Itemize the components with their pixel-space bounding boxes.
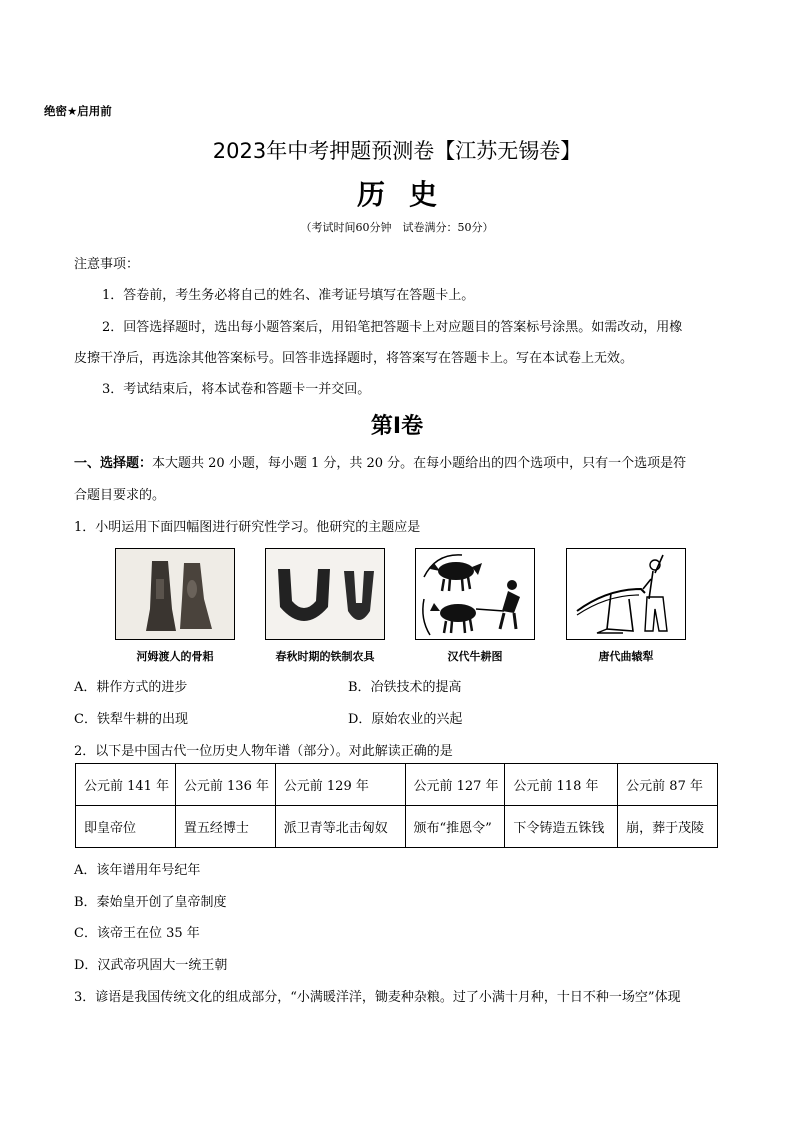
q2-option-d: D．汉武帝巩固大一统王朝 — [74, 958, 228, 973]
notice-heading: 注意事项： — [74, 257, 140, 272]
table-cell-year: 公元前 141 年 — [76, 764, 176, 806]
notice-item-2-line-2: 皮擦干净后，再选涂其他答案标号。回答非选择题时，将答案写在答题卡上。写在本试卷上无效。 — [74, 351, 634, 366]
question-2-stem: 2．以下是中国古代一位历史人物年谱（部分）。对此解读正确的是 — [74, 744, 453, 759]
q2-option-b: B．秦始皇开创了皇帝制度 — [74, 895, 227, 910]
notice-item-2-line-1: 2．回答选择题时，选出每小题答案后，用铅笔把答题卡上对应题目的答案标号涂黑。如需改动，用橡 — [102, 320, 683, 335]
question-3-stem: 3．谚语是我国传统文化的组成部分，“小满暖洋洋，锄麦种杂粮。过了小满十月种，十日不种一场空”体现 — [74, 990, 681, 1005]
part-one-instructions-line-1 — [74, 452, 686, 471]
exam-title: 2023年中考押题预测卷【江苏无锡卷】 — [212, 139, 582, 163]
section-title: 第Ⅰ卷 — [370, 414, 424, 439]
table-cell-event: 置五经博士 — [175, 806, 275, 848]
caption-ox-ploughing: 汉代牛耕图 — [447, 650, 503, 663]
part-one-text: 本大题共 20 小题，每小题 1 分，共 20 分。在每小题给出的四个选项中，只有一个选项是符 — [152, 456, 687, 471]
table-cell-year: 公元前 136 年 — [175, 764, 275, 806]
chronology-table — [75, 763, 718, 848]
q1-option-b: B．冶铁技术的提高 — [348, 680, 462, 695]
figure-iron-tools — [265, 548, 385, 640]
confidential-label: 绝密★启用前 — [44, 104, 112, 118]
caption-curved-plough: 唐代曲辕犁 — [598, 650, 654, 663]
table-cell-event: 即皇帝位 — [76, 806, 176, 848]
part-one-label: 一、选择题： — [74, 456, 153, 471]
part-one-instructions-line-2: 合题目要求的。 — [74, 488, 166, 503]
figure-curved-plough — [566, 548, 686, 640]
figure-bone-spade — [115, 548, 235, 640]
table-cell-year: 公元前 129 年 — [275, 764, 405, 806]
q1-option-d: D．原始农业的兴起 — [348, 712, 463, 727]
figure-ox-ploughing — [415, 548, 535, 640]
table-cell-event: 下令铸造五铢钱 — [505, 806, 618, 848]
exam-time-score: （考试时间60分钟 试卷满分：50分） — [300, 221, 494, 234]
q2-option-a: A．该年谱用年号纪年 — [74, 863, 201, 878]
q1-option-a: A．耕作方式的进步 — [74, 680, 188, 695]
table-cell-year: 公元前 87 年 — [618, 764, 718, 806]
table-row — [76, 764, 718, 806]
caption-bone-spade: 河姆渡人的骨耜 — [136, 650, 214, 663]
notice-item-1: 1．答卷前，考生务必将自己的姓名、准考证号填写在答题卡上。 — [102, 288, 475, 303]
table-cell-year: 公元前 127 年 — [405, 764, 505, 806]
table-cell-event: 派卫青等北击匈奴 — [275, 806, 405, 848]
caption-iron-tools: 春秋时期的铁制农具 — [275, 650, 375, 663]
q2-option-c: C．该帝王在位 35 年 — [74, 926, 200, 941]
subject-title: 历史 — [356, 178, 461, 211]
notice-item-3: 3．考试结束后，将本试卷和答题卡一并交回。 — [102, 382, 371, 397]
table-cell-year: 公元前 118 年 — [505, 764, 618, 806]
table-cell-event: 崩，葬于茂陵 — [618, 806, 718, 848]
table-row — [76, 806, 718, 848]
q1-option-c: C．铁犁牛耕的出现 — [74, 712, 188, 727]
table-cell-event: 颁布“推恩令” — [405, 806, 505, 848]
question-1-stem: 1．小明运用下面四幅图进行研究性学习。他研究的主题应是 — [74, 520, 421, 535]
